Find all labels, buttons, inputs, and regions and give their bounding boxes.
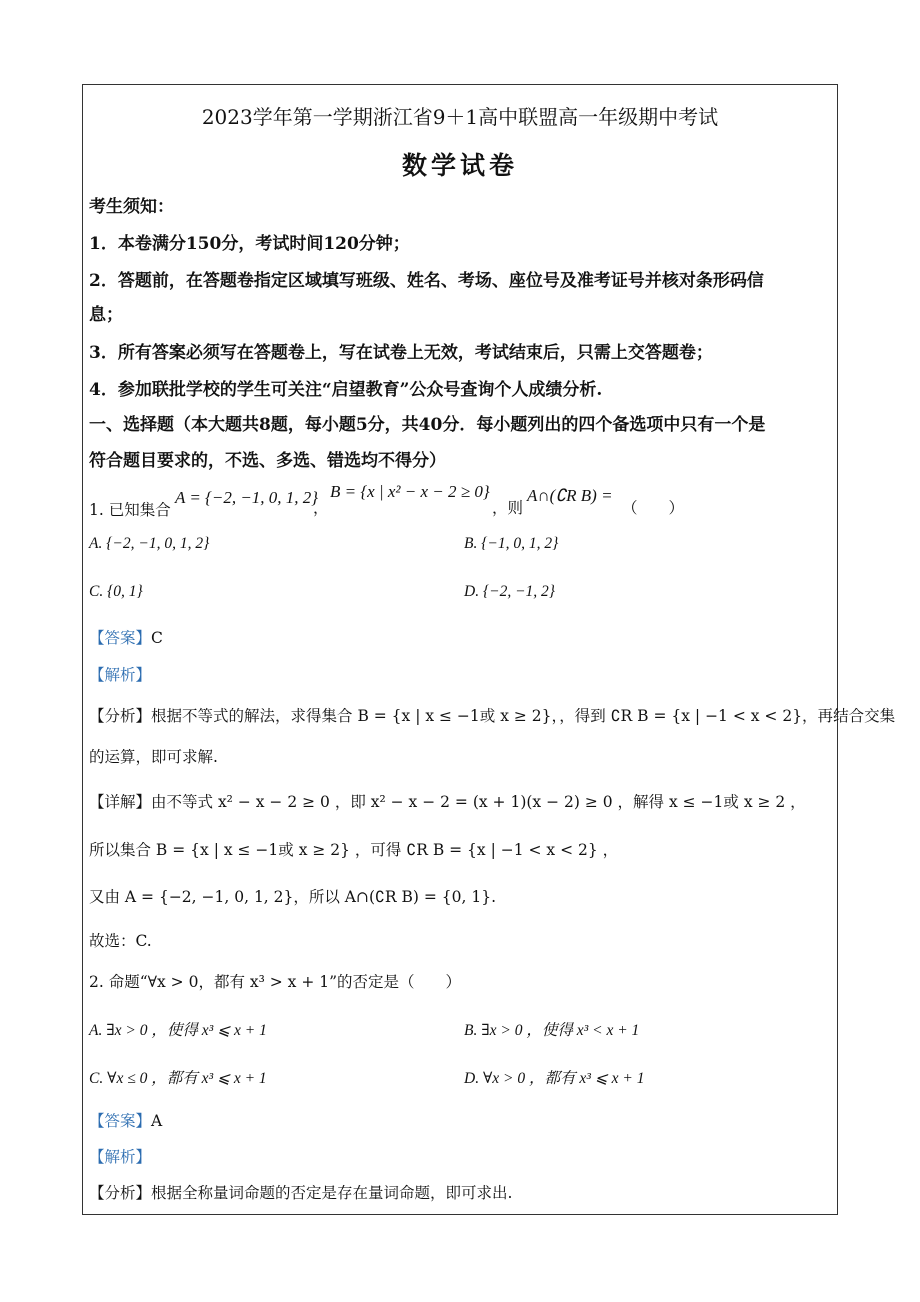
notice-heading: 考生须知： (89, 197, 174, 217)
section-heading-line1: 一、选择题（本大题共8题，每小题5分，共40分．每小题列出的四个备选项中只有一个是 (89, 415, 766, 435)
q1-detail-line1: 由不等式 x² − x − 2 ≥ 0 ，即 x² − x − 2 = (x + 1)(x − 2) ≥ 0 ，解得 x ≤ −1或 x ≥ 2 ， (151, 793, 806, 811)
q2-option-b: B. ∃x > 0 ，使得 x³ < x + 1 (464, 1022, 640, 1039)
q1-detail-tag: 【详解】 (89, 793, 152, 811)
q1-analysis-tag: 【解析】 (89, 666, 152, 684)
q1-option-a: A. {−2, −1, 0, 1, 2} (89, 535, 210, 552)
notice-item-4: 4．参加联批学校的学生可关注“启望教育”公众号查询个人成绩分析. (89, 380, 603, 400)
q1-option-b: B. {−1, 0, 1, 2} (464, 535, 559, 552)
exam-title: 2023学年第一学期浙江省9＋1高中联盟高一年级期中考试 (201, 105, 719, 129)
notice-item-1: 1．本卷满分150分，考试时间120分钟； (89, 234, 410, 254)
q1-answer-blank: （ ） (622, 499, 685, 517)
q2-option-d: D. ∀x > 0 ，都有 x³ ⩽ x + 1 (464, 1070, 645, 1087)
q2-answer-tag: 【答案】 (89, 1112, 152, 1130)
q1-answer: C (151, 629, 163, 647)
q1-expression: A∩(∁R B) = (527, 486, 613, 505)
q1-conclusion: 故选：C. (89, 932, 152, 950)
q1-option-d: D. {−2, −1, 2} (464, 583, 556, 600)
q1-fenxi-text: 根据不等式的解法，求得集合 B = {x | x ≤ −1或 x ≥ 2}，，得到 ∁R B = {x | −1 < x < 2}，再结合交集 (151, 707, 896, 725)
q2-fenxi-text: 根据全称量词命题的否定是存在量词命题，即可求出. (151, 1184, 513, 1202)
q2-stem: 2. 命题“∀x > 0，都有 x³ > x + 1”的否定是（ ） (89, 973, 462, 991)
section-heading-line2: 符合题目要求的，不选、多选、错选均不得分） (89, 451, 446, 471)
notice-item-2: 2．答题前，在答题卷指定区域填写班级、姓名、考场、座位号及准考证号并核对条形码信 (89, 271, 764, 291)
q1-comma: ， (313, 499, 329, 517)
q2-analysis-tag: 【解析】 (89, 1148, 152, 1166)
q2-option-a: A. ∃x > 0 ，使得 x³ ⩽ x + 1 (89, 1022, 267, 1039)
q1-detail-line2: 所以集合 B = {x | x ≤ −1或 x ≥ 2} ，可得 ∁R B = {x | −1 < x < 2} ， (89, 841, 619, 859)
q2-fenxi-tag: 【分析】 (89, 1184, 152, 1202)
exam-subject: 数学试卷 (401, 151, 518, 180)
q1-set-a: A = {−2, −1, 0, 1, 2} (175, 488, 319, 507)
q2-option-c: C. ∀x ≤ 0 ，都有 x³ ⩽ x + 1 (89, 1070, 267, 1087)
q1-fenxi-text-cont: 的运算，即可求解. (89, 748, 218, 766)
q1-detail-line3: 又由 A = {−2, −1, 0, 1, 2}，所以 A∩(∁R B) = {0, 1}. (89, 888, 497, 906)
q1-set-b: B = {x | x² − x − 2 ≥ 0} (330, 482, 490, 501)
notice-item-3: 3．所有答案必须写在答题卷上，写在试卷上无效，考试结束后，只需上交答题卷； (89, 343, 713, 363)
q1-option-c: C. {0, 1} (89, 583, 143, 600)
notice-item-2-cont: 息； (89, 305, 123, 325)
q1-prefix: 1. 已知集合 (89, 501, 171, 519)
q1-then: ，则 (492, 499, 524, 517)
q1-answer-tag: 【答案】 (89, 629, 152, 647)
q2-answer: A (151, 1112, 163, 1130)
q1-fenxi-tag: 【分析】 (89, 707, 152, 725)
